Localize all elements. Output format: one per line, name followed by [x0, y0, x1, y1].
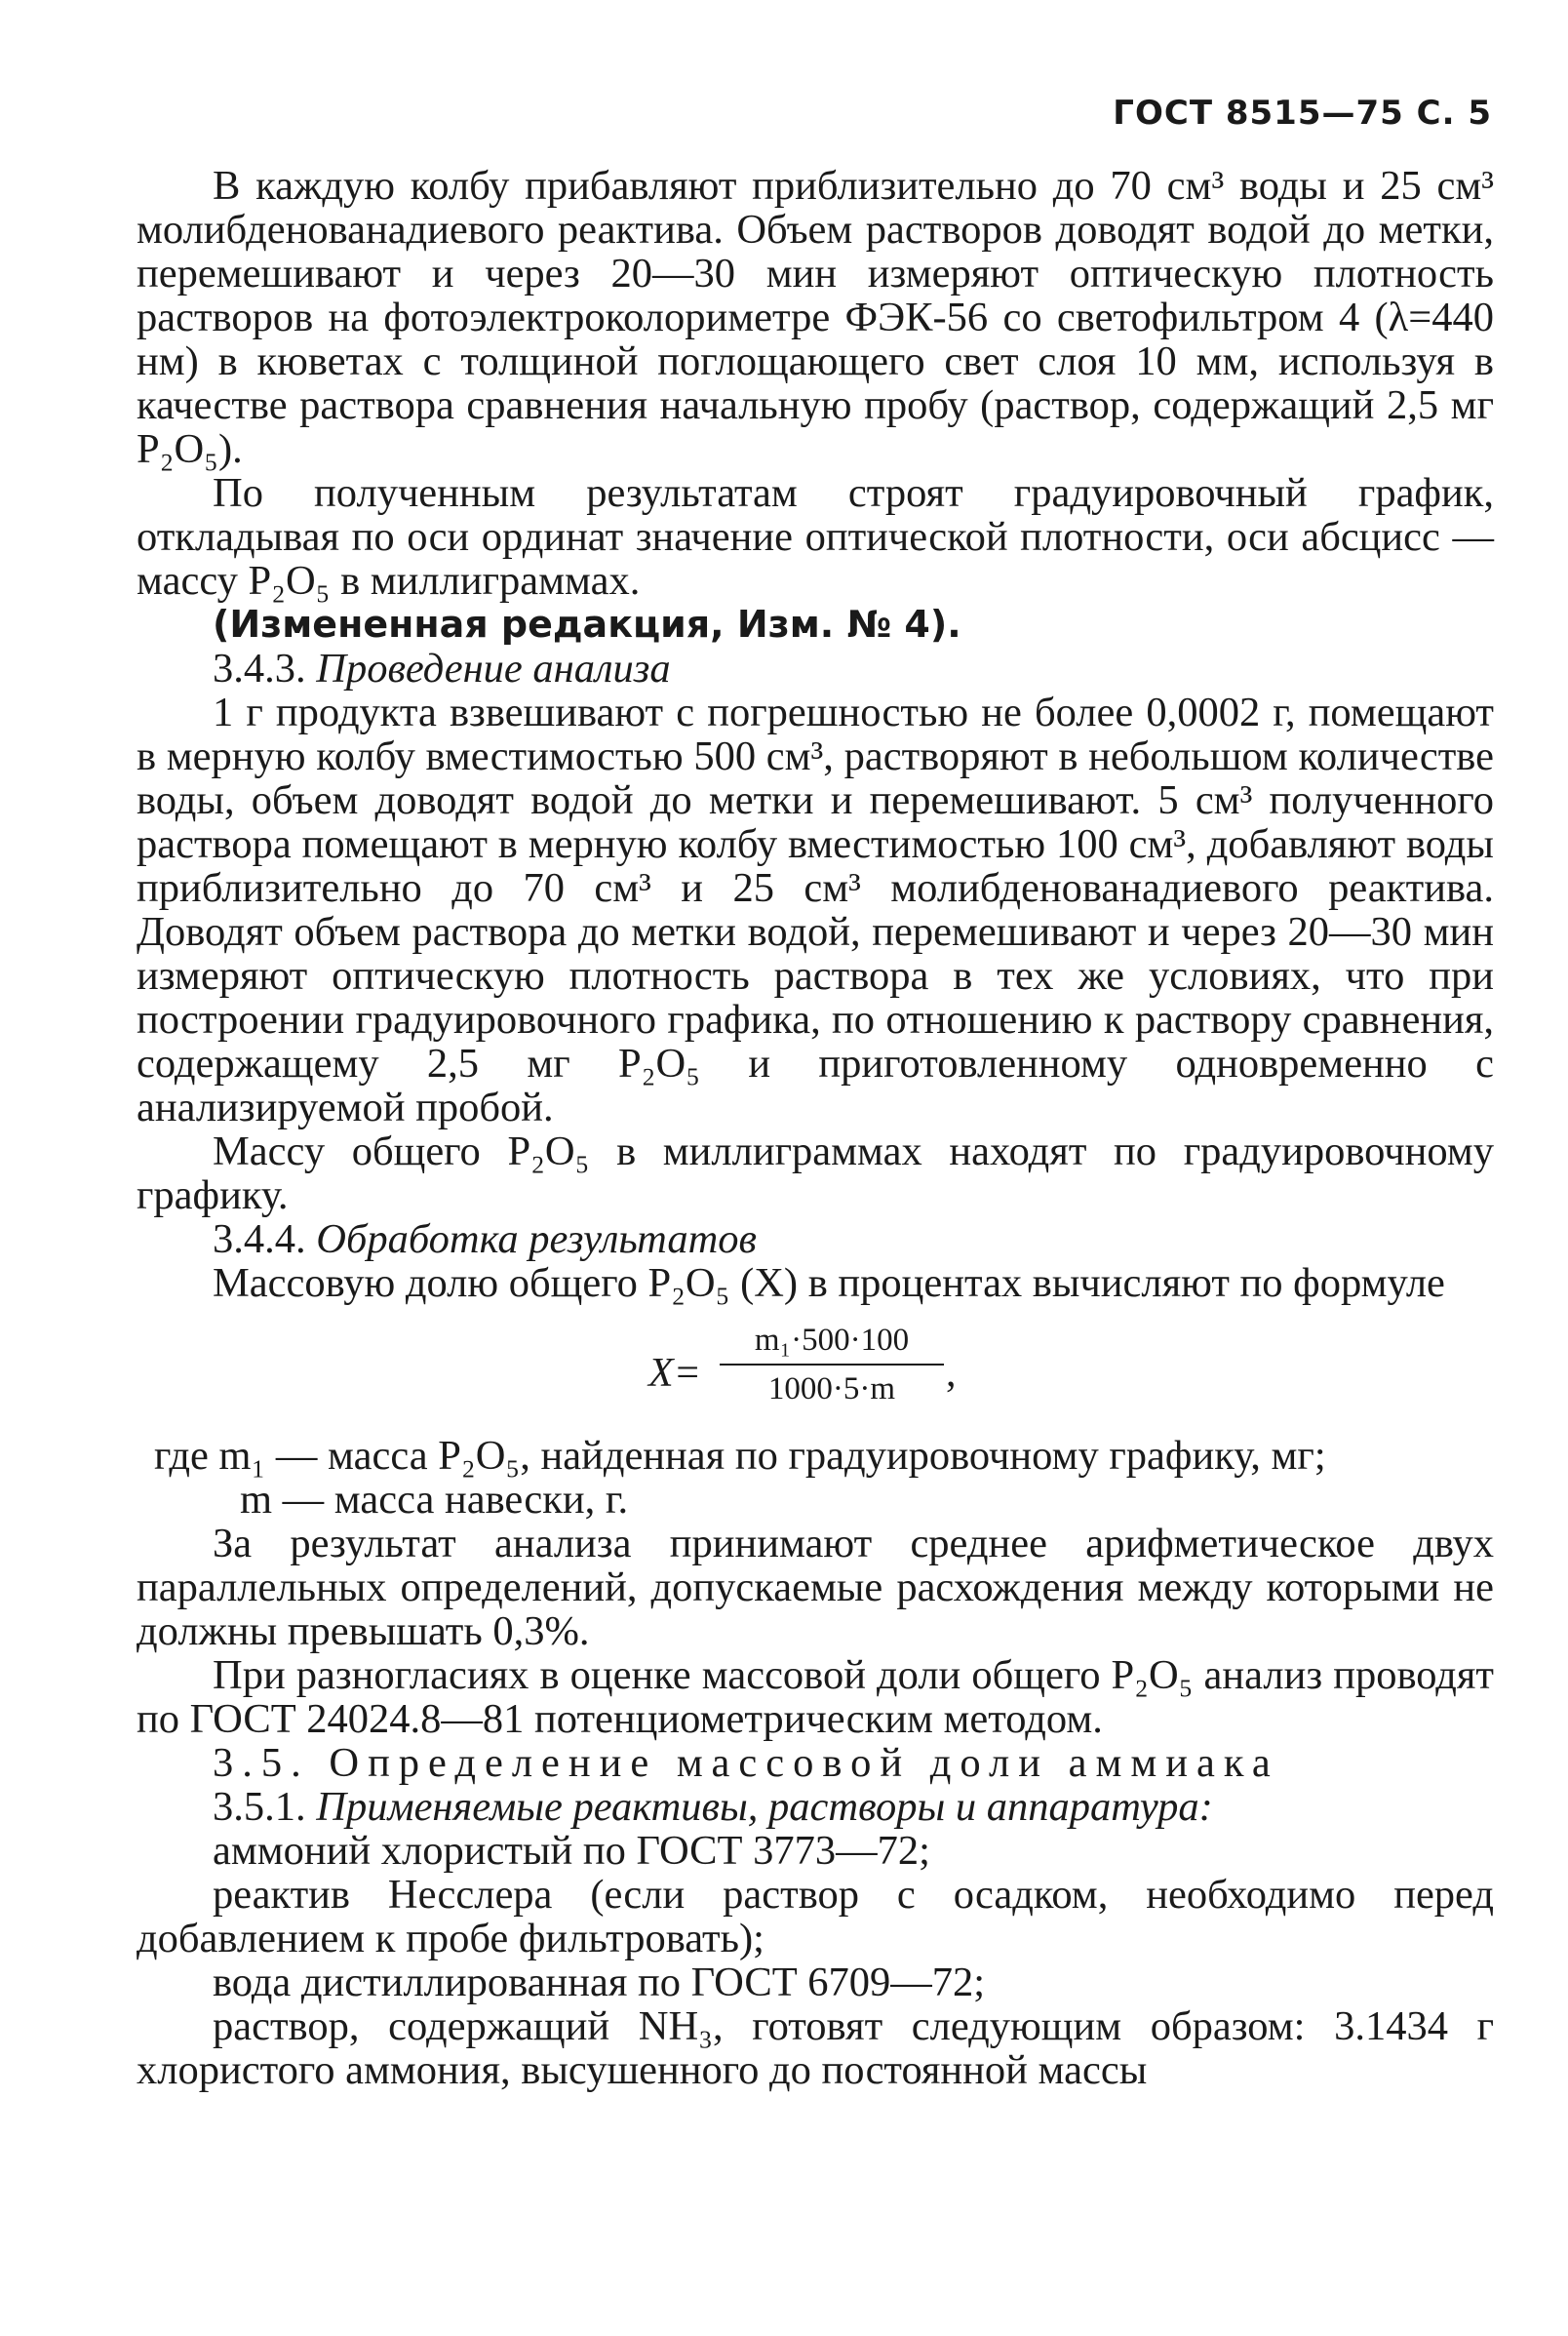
section-3-5-heading: 3.5. Определение массовой доли аммиака — [213, 1740, 1279, 1786]
formula-numerator: m₁·500·100 — [754, 1323, 910, 1358]
section-title: Применяемые реактивы, растворы и аппаратура: — [316, 1784, 1213, 1830]
paragraph-mass-from-graph: Массу общего P₂O₅ в миллиграммах находят по градуировочному графику. — [137, 1128, 1494, 1218]
paragraph-calibration-solutions: В каждую колбу прибавляют приблизительно до 70 см³ воды и 25 см³ молибденованадиевого реактива. Объем растворов доводят водой до метки, перемешивают и через 20—30 мин измеряют оптическую плотность растворов на фотоэлектроколориметре ФЭК-56 со светофильтром 4 (λ=440 нм) в кюветах с толщиной поглощающего свет слоя 10 мм, используя в качестве раствора сравнения начальную пробу (раствор, содержащий 2,5 мг P₂O₅). — [137, 163, 1494, 472]
fraction-bar — [720, 1364, 944, 1366]
reagent-item: вода дистиллированная по ГОСТ 6709—72; — [213, 1960, 986, 2005]
formula-fraction — [720, 1321, 944, 1408]
formula-comma: , — [946, 1351, 957, 1396]
section-3-4-4-heading — [137, 1217, 1494, 1261]
paragraph-disagreement: При разногласиях в оценке массовой доли общего P₂O₅ анализ проводят по ГОСТ 24024.8—81 потенциометрическим методом. — [137, 1652, 1494, 1742]
formula-denominator: 1000·5·m — [767, 1371, 896, 1406]
definition-m1: где m₁ — масса P₂O₅, найденная по градуировочному графику, мг; — [154, 1433, 1326, 1479]
formula-mass-fraction — [137, 1311, 1494, 1430]
section-number: 3.5.1. — [213, 1784, 306, 1830]
section-number: 3.4.4. — [213, 1216, 306, 1262]
document-body — [137, 164, 1494, 2092]
paragraph-result: За результат анализа принимают среднее арифметическое двух параллельных определений, допускаемые расхождения между которыми не должны превышать 0,3%. — [137, 1521, 1494, 1654]
edit-note: (Измененная редакция, Изм. № 4). — [213, 603, 961, 646]
paragraph-calibration-graph: По полученным результатам строят градуировочный график, откладывая по оси ординат значение оптической плотности, оси абсцисс — массу P₂O₅ в миллиграммах. — [137, 470, 1494, 604]
section-number: 3.4.3. — [213, 646, 306, 692]
reagent-item: раствор, содержащий NH₃, готовят следующим образом: 3.1434 г хлористого аммония, высушенного до постоянной массы — [137, 2003, 1494, 2093]
reagent-item: аммоний хлористый по ГОСТ 3773—72; — [213, 1828, 930, 1874]
section-title: Обработка результатов — [316, 1216, 757, 1262]
formula-definitions — [154, 1434, 1494, 1522]
section-3-4-3-heading — [137, 647, 1494, 691]
section-title: Проведение анализа — [316, 646, 671, 692]
formula-lhs: X= — [648, 1351, 701, 1396]
reagent-item: реактив Несслера (если раствор с осадком, необходимо перед добавлением к пробе фильтровать); — [137, 1872, 1494, 1961]
paragraph-formula-intro: Массовую долю общего P₂O₅ (X) в процентах вычисляют по формуле — [213, 1260, 1445, 1306]
page-header: ГОСТ 8515—75 С. 5 — [1113, 94, 1492, 133]
section-3-5-1-heading — [137, 1785, 1494, 1829]
paragraph-analysis-procedure: 1 г продукта взвешивают с погрешностью не более 0,0002 г, помещают в мерную колбу вместимостью 500 см³, растворяют в небольшом количестве воды, объем доводят водой до метки и перемешивают. 5 см³ полученного раствора помещают в мерную колбу вместимостью 100 см³, добавляют воды приблизительно до 70 см³ и 25 см³ молибденованадиевого реактива. Доводят объем раствора до метки водой, перемешивают и через 20—30 мин измеряют оптическую плотность раствора в тех же условиях, что при построении градуировочного графика, по отношению к раствору сравнения, содержащему 2,5 мг P₂O₅ и приготовленному одновременно с анализируемой пробой. — [137, 690, 1494, 1130]
definition-m: m — масса навески, г. — [240, 1477, 629, 1523]
